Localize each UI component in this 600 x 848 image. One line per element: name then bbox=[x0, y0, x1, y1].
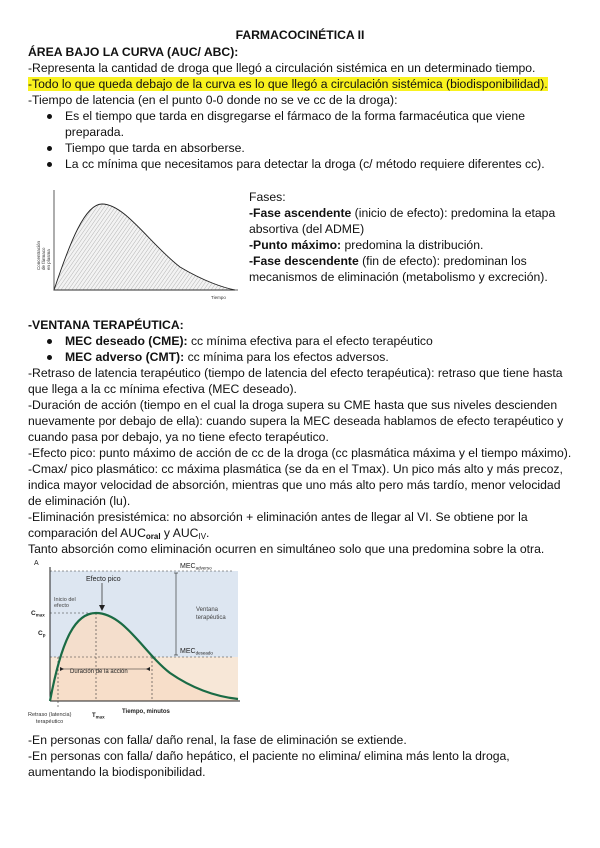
auc-bullet-1: Es el tiempo que tarda en disgregarse el fármaco de la forma farmacéutica que viene bbox=[65, 109, 525, 123]
cp-label: $C_p$ bbox=[38, 630, 46, 638]
mec-deseado-label: $MEC_{deseado}$ bbox=[180, 648, 213, 656]
tiempo-label: Tiempo, minutos bbox=[122, 709, 170, 715]
inicio-efecto-label: efecto bbox=[54, 603, 69, 609]
bullet-icon bbox=[47, 114, 52, 119]
auc-bullet-3: La cc mínima que necesitamos para detectar la droga (c/ método requiere diferentes cc). bbox=[65, 157, 545, 171]
ventana-line: de eliminación (lu). bbox=[28, 494, 131, 508]
bullet-icon bbox=[47, 162, 52, 167]
auc-highlight-line: -Todo lo que queda debajo de la curva es lo que llegó a circulación sistémica (biodisponibilidad). bbox=[28, 77, 548, 91]
figure1-xlabel: Tiempo bbox=[211, 295, 226, 300]
mec-deseado-bullet: MEC deseado (CME): cc mínima efectiva para el efecto terapéutico bbox=[65, 334, 433, 348]
ventana-terapeutica-label: terapéutica bbox=[196, 615, 226, 621]
cmax-label: $C_{max}$ bbox=[31, 610, 45, 618]
ventana-line: -Duración de acción (tiempo en el cual la droga supera su CME hasta que sus niveles descienden bbox=[28, 398, 558, 412]
figure1-ylabel: en plasma bbox=[46, 249, 51, 270]
figure1-ylabel: de fármaco bbox=[41, 247, 46, 270]
bullet-icon bbox=[47, 339, 52, 344]
auc-bullet-2: Tiempo que tarda en absorberse. bbox=[65, 141, 245, 155]
ventana-line: -Cmax/ pico plasmático: cc máxima plasmática (se da en el Tmax). Un pico más alto y más precoz, bbox=[28, 462, 563, 476]
auc-bullet-1-cont: preparada. bbox=[65, 125, 124, 139]
concentration-curve-figure bbox=[30, 182, 242, 304]
auc-line-3: -Tiempo de latencia (en el punto 0-0 donde no se ve cc de la droga): bbox=[28, 93, 398, 107]
ventana-line-tanto: Tanto absorción como eliminación ocurren en simultáneo solo que una predomina sobre la otra. bbox=[28, 542, 545, 556]
figure2-a-label: A bbox=[34, 560, 39, 567]
therapeutic-window-figure bbox=[28, 557, 243, 727]
figure1-ylabel: Concentración bbox=[36, 240, 41, 270]
tmax-label: $T_{max}$ bbox=[92, 713, 105, 720]
mec-adverso-bullet: MEC adverso (CMT): cc mínima para los efectos adversos. bbox=[65, 350, 389, 364]
mec-adverso-label: $MEC_{adverso}$ bbox=[180, 563, 212, 571]
ventana-line: -Eliminación presistémica: no absorción + eliminación antes de llegar al VI. Se obtiene por la bbox=[28, 510, 528, 524]
fase-descendente: -Fase descendente (fin de efecto): predominan los bbox=[249, 254, 527, 268]
efecto-pico-label: Efecto pico bbox=[86, 576, 121, 583]
retraso-label: terapéutico bbox=[36, 719, 64, 725]
auc-comparison-line: comparación del $AUC_{oral}$ y $AUC_{IV}$. bbox=[28, 526, 210, 541]
ventana-line: -Retraso de latencia terapéutico (tiempo de latencia del efecto terapéutica): retraso que tiene hasta bbox=[28, 366, 563, 380]
final-line: aumentando la biodisponibilidad. bbox=[28, 765, 206, 779]
inicio-efecto-label: Inicio del bbox=[54, 597, 76, 603]
auc-line-1: -Representa la cantidad de droga que llegó a circulación sistémica en un determinado tiempo. bbox=[28, 61, 536, 75]
auc-heading: ÁREA BAJO LA CURVA (AUC/ ABC): bbox=[28, 45, 239, 59]
duracion-accion-label: Duración de la acción bbox=[70, 669, 128, 675]
ventana-line: -Efecto pico: punto máximo de acción de cc de la droga (cc plasmática máxima y el tiempo máximo). bbox=[28, 446, 572, 460]
ventana-heading: -VENTANA TERAPÉUTICA: bbox=[28, 318, 184, 332]
punto-maximo: -Punto máximo: predomina la distribución. bbox=[249, 238, 484, 252]
fases-title: Fases: bbox=[249, 190, 286, 204]
ventana-line: cuando pasa por debajo, ya no tiene efecto terapéutico. bbox=[28, 430, 329, 444]
page-title: FARMACOCINÉTICA II bbox=[235, 28, 365, 42]
fase-ascendente-cont: absortiva (del ADME) bbox=[249, 222, 365, 236]
ventana-line: nuevamente por debajo de ella): cuando supera la MEC deseada hablamos de efecto terapéutico y bbox=[28, 414, 564, 428]
bullet-icon bbox=[47, 355, 52, 360]
fase-descendente-cont: mecanismos de eliminación (metabolismo y excreción). bbox=[249, 270, 548, 284]
final-line: -En personas con falla/ daño hepático, el paciente no elimina/ elimina más lento la droga, bbox=[28, 749, 510, 763]
final-line: -En personas con falla/ daño renal, la fase de eliminación se extiende. bbox=[28, 733, 407, 747]
bullet-icon bbox=[47, 146, 52, 151]
retraso-label: Retraso (latencia) bbox=[28, 712, 72, 718]
ventana-line: que llega a la cc mínima efectiva (MEC deseado). bbox=[28, 382, 297, 396]
ventana-terapeutica-label: Ventana bbox=[196, 607, 219, 613]
fase-ascendente: -Fase ascendente (inicio de efecto): predomina la etapa bbox=[249, 206, 556, 220]
ventana-line: indica mayor velocidad de absorción, mientras que uno más alto pero más tardío, menor velocidad bbox=[28, 478, 561, 492]
